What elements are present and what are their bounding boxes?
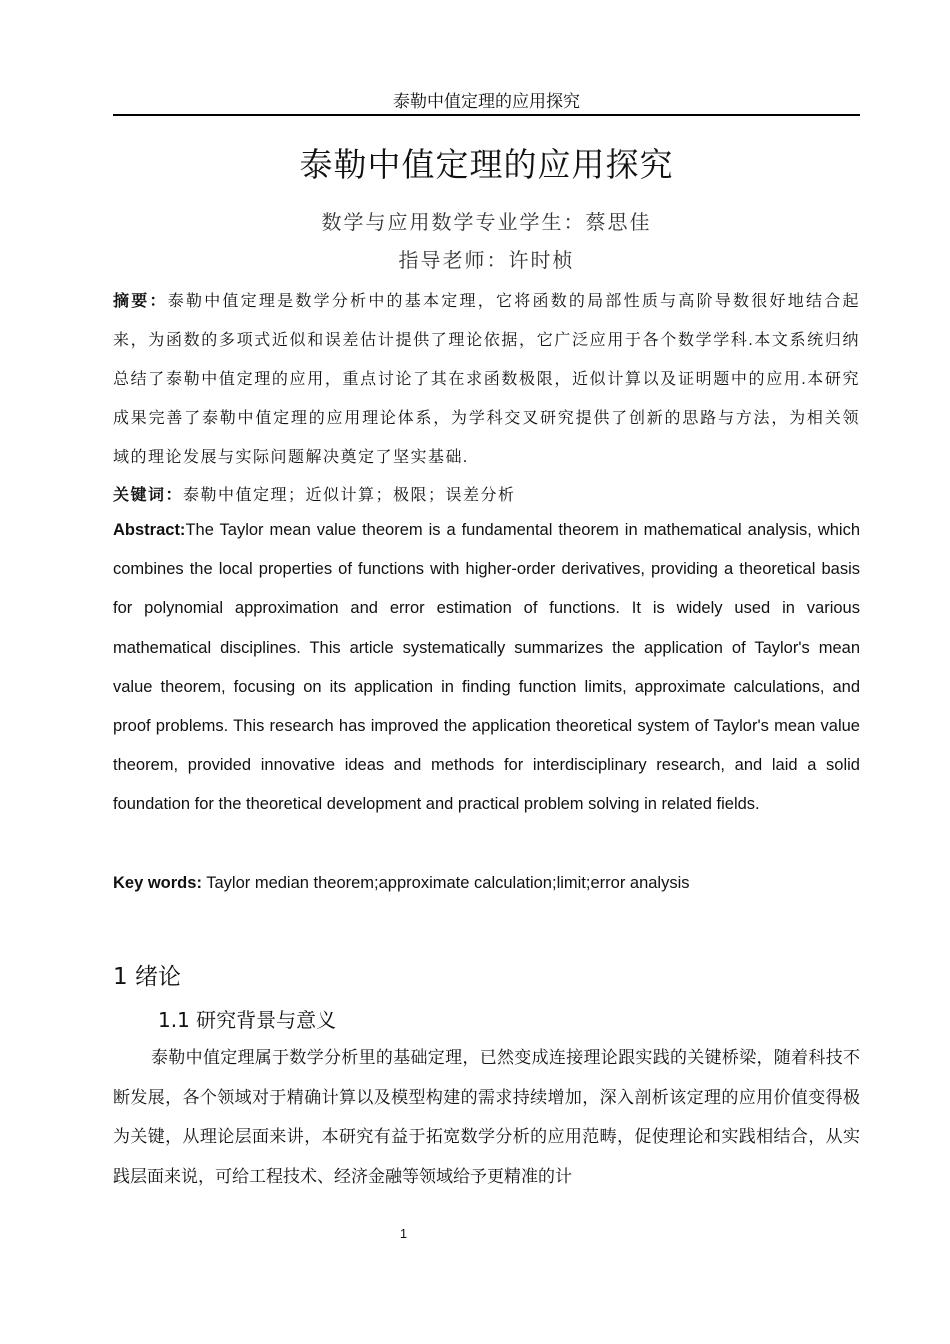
paper-title: 泰勒中值定理的应用探究	[299, 145, 674, 184]
body-paragraph: 泰勒中值定理属于数学分析里的基础定理，已然变成连接理论跟实践的关键桥梁，随着科技不断发展，各个领域对于精确计算以及模型构建的需求持续增加，深入剖析该定理的应用价值变得极为关键，从理论层面来讲，本研究有益于拓宽数学分析的应用范畴，促使理论和实践相结合，从实践层面来说，可给工程技术、经济金融等领域给予更精准的计	[113, 1048, 860, 1186]
english-keywords-label: Key words:	[113, 874, 202, 892]
english-abstract	[113, 511, 860, 825]
page-number: 1	[399, 1226, 408, 1241]
section-heading: 1 绪论	[113, 964, 181, 990]
subsection-heading: 1.1 研究背景与意义	[158, 1008, 337, 1032]
chinese-keywords-label: 关键词：	[113, 487, 184, 504]
chinese-abstract-text: 泰勒中值定理是数学分析中的基本定理，它将函数的局部性质与高阶导数很好地结合起来，为函数的多项式近似和误差估计提供了理论依据，它广泛应用于各个数学学科.本文系统归纳总结了泰勒中值定理的应用，重点讨论了其在求函数极限，近似计算以及证明题中的应用.本研究成果完善了泰勒中值定理的应用理论体系，为学科交叉研究提供了创新的思路与方法，为相关领域的理论发展与实际问题解决奠定了坚实基础.	[113, 293, 860, 466]
running-header: 泰勒中值定理的应用探究	[393, 92, 580, 111]
header-divider	[113, 114, 860, 116]
chinese-abstract	[113, 282, 860, 477]
english-abstract-label: Abstract:	[113, 521, 186, 539]
chinese-abstract-label: 摘要：	[113, 293, 168, 310]
english-keywords-text: Taylor median theorem;approximate calculation;limit;error analysis	[201, 874, 690, 892]
chinese-keywords	[113, 476, 860, 515]
english-abstract-text: The Taylor mean value theorem is a fundamental theorem in mathematical analysis, which combines the local properties of functions with higher-order derivatives, providing a theoretical basis for polynomial approximation and error estimation of functions. It is widely used in various mathematical disciplines. This article systematically summarizes the application of Taylor's mean value theorem, focusing on its application in finding function limits, approximate calculations, and proof problems. This research has improved the application theoretical system of Taylor's mean value theorem, provided innovative ideas and methods for interdisciplinary research, and laid a solid foundation for the theoretical development and practical problem solving in related fields.	[113, 521, 860, 814]
advisor-line: 指导老师：许时桢	[398, 250, 575, 272]
chinese-keywords-text: 泰勒中值定理；近似计算；极限；误差分析	[183, 487, 516, 504]
english-keywords	[113, 864, 860, 903]
author-line: 数学与应用数学专业学生：蔡思佳	[321, 212, 652, 234]
